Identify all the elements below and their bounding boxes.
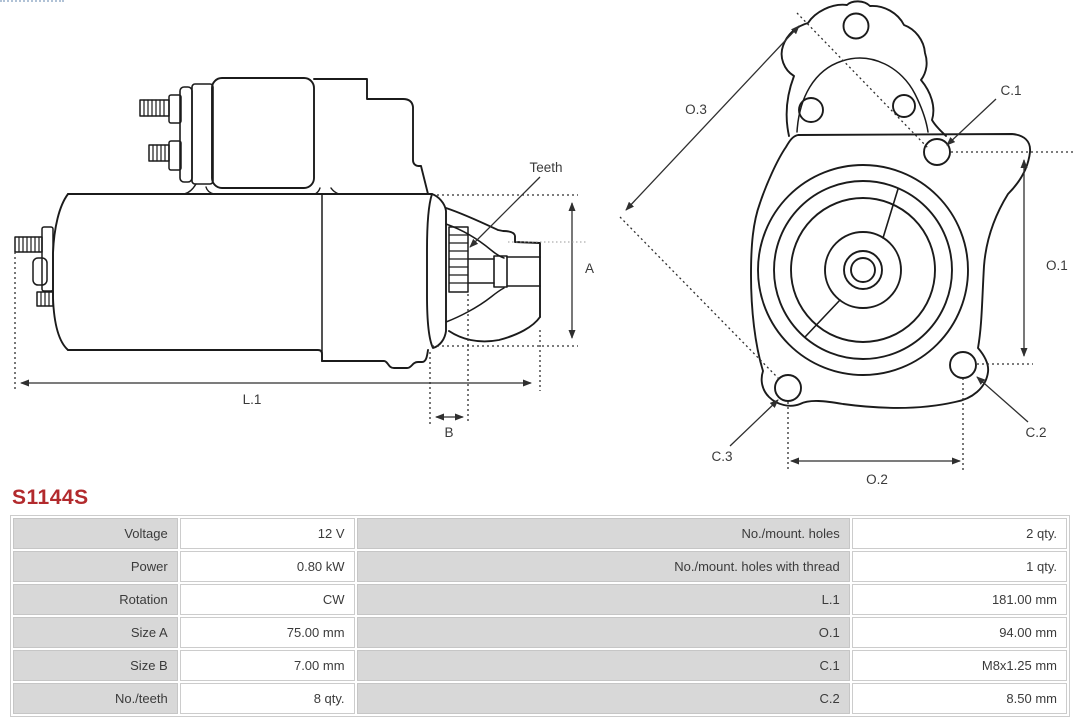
spec-label: Power: [13, 551, 178, 582]
spec-label: No./mount. holes: [357, 518, 850, 549]
spec-value: 12 V: [180, 518, 355, 549]
dim-label-b: B: [444, 425, 454, 440]
spec-value: 0.80 kW: [180, 551, 355, 582]
mounting-flange-side: [427, 194, 446, 348]
motor-face-circles: [758, 165, 968, 375]
spec-value: 75.00 mm: [180, 617, 355, 648]
spec-label: No./teeth: [13, 683, 178, 714]
dim-label-c2: C.2: [1025, 425, 1047, 440]
spec-label: Size B: [13, 650, 178, 681]
spec-value: 94.00 mm: [852, 617, 1067, 648]
spec-value: 8.50 mm: [852, 683, 1067, 714]
table-row: [13, 584, 1067, 615]
spec-label: C.1: [357, 650, 850, 681]
motor-body: [53, 194, 432, 368]
mounting-flange-front: [751, 134, 1030, 408]
table-row: [13, 650, 1067, 681]
side-view-dimensions: [15, 177, 586, 424]
spec-value: M8x1.25 mm: [852, 650, 1067, 681]
solenoid-end-flange: [180, 87, 192, 182]
mount-hole-c1: [924, 139, 950, 165]
spec-label: O.1: [357, 617, 850, 648]
dim-label-a: A: [585, 261, 595, 276]
gear-housing-arch: [782, 1, 946, 136]
spec-label: Rotation: [13, 584, 178, 615]
spec-label: Size A: [13, 617, 178, 648]
front-view-dimensions: [620, 13, 1073, 470]
part-number-heading: S1144S: [12, 486, 89, 509]
spec-value: 8 qty.: [180, 683, 355, 714]
spec-value: 1 qty.: [852, 551, 1067, 582]
dim-label-c3: C.3: [711, 449, 733, 464]
mount-hole-c2: [950, 352, 976, 378]
table-row: [13, 683, 1067, 714]
pinion-gear: [449, 227, 468, 292]
solenoid-terminal-studs: [140, 95, 181, 170]
spec-label: L.1: [357, 584, 850, 615]
specifications-table: [10, 515, 1070, 717]
drive-shaft: [468, 256, 540, 287]
dim-label-c1: C.1: [1000, 83, 1022, 98]
starter-front-view-drawing: [751, 1, 1030, 408]
table-row: [13, 518, 1067, 549]
spec-value: 7.00 mm: [180, 650, 355, 681]
spec-label: Voltage: [13, 518, 178, 549]
solenoid-mount-curves: [184, 184, 339, 194]
solenoid-bracket: [314, 79, 428, 194]
dim-label-o2: O.2: [866, 472, 888, 487]
spec-value: CW: [180, 584, 355, 615]
solenoid-end-cap: [192, 84, 213, 184]
spec-label: C.2: [357, 683, 850, 714]
spec-value: 2 qty.: [852, 518, 1067, 549]
starter-side-view-drawing: [15, 78, 540, 368]
dim-label-l1: L.1: [242, 392, 262, 407]
solenoid-body: [212, 78, 314, 188]
dim-label-o1: O.1: [1046, 258, 1068, 273]
motor-terminal-studs: [15, 227, 53, 306]
spec-value: 181.00 mm: [852, 584, 1067, 615]
spec-label: No./mount. holes with thread: [357, 551, 850, 582]
teeth-callout-label: Teeth: [529, 160, 563, 175]
table-row: [13, 617, 1067, 648]
table-row: [13, 551, 1067, 582]
dim-label-o3: O.3: [685, 102, 707, 117]
